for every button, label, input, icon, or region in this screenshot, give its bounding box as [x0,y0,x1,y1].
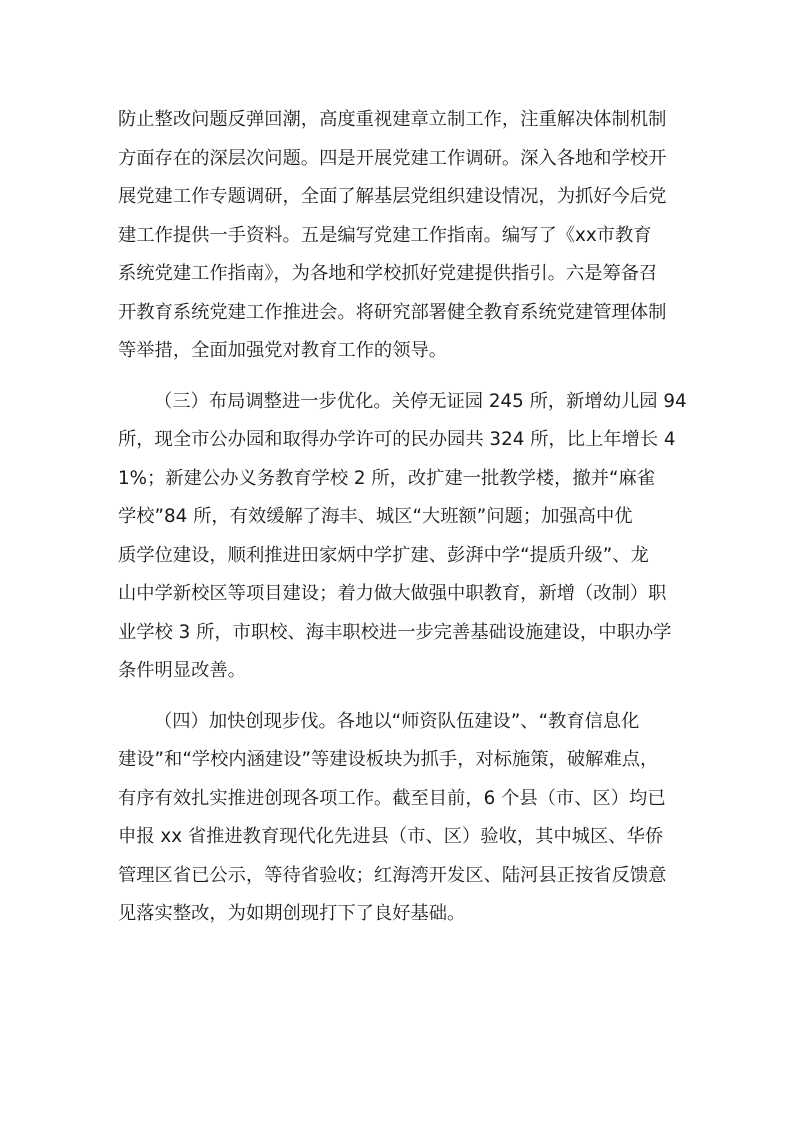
text-line: 质学位建设，顺利推进田家炳中学扩建、彭湃中学“提质升级”、龙 [118,544,649,566]
text-line: 开教育系统党建工作推进会。将研究部署健全教育系统党建管理体制 [118,301,667,323]
text-line: 管理区省已公示，等待省验收；红海湾开发区、陆河县正按省反馈意 [118,864,667,886]
text-line: 防止整改问题反弹回潮，高度重视建章立制工作，注重解决体制机制 [118,109,667,130]
text-line: 条件明显改善。 [118,660,246,681]
text-line: 有序有效扎实推进创现各项工作。截至目前，6 个县（市、区）均已 [118,787,666,809]
text-line: 所，现全市公办园和取得办学许可的民办园共 324 所，比上年增长 4 [118,429,676,450]
paragraph-layout-adjustment [118,383,687,691]
text-line: 业学校 3 所，市职校、海丰职校进一步完善基础设施建设，中职办学 [118,621,672,643]
text-line: 建工作提供一手资料。五是编写党建工作指南。编写了《xx市教育 [118,224,652,246]
text-line: （四）加快创现步伐。各地以“师资队伍建设”、“教育信息化 [154,710,640,732]
paragraph-gap [118,691,678,703]
text-line: （三）布局调整进一步优化。关停无证园 245 所，新增幼儿园 94 [154,390,687,412]
text-line: 申报 xx 省推进教育现代化先进县（市、区）验收，其中城区、华侨 [118,826,664,847]
text-line: 山中学新校区等项目建设；着力做大做强中职教育，新增（改制）职 [118,583,667,604]
paragraph-gap [118,371,678,383]
text-line: 建设”和“学校内涵建设”等建设板块为抓手，对标施策，破解难点， [118,749,659,770]
text-line: 展党建工作专题调研，全面了解基层党组织建设情况，为抓好今后党 [118,186,667,207]
text-line: 见落实整改，为如期创现打下了良好基础。 [118,903,466,924]
document-body [118,101,687,934]
text-line: 1%；新建公办义务教育学校 2 所，改扩建一批教学楼，撤并“麻雀 [118,467,656,489]
paragraph-modernization [118,703,678,934]
text-line: 等举措，全面加强党对教育工作的领导。 [118,340,448,361]
text-line: 系统党建工作指南》，为各地和学校抓好党建提供指引。六是筹备召 [118,263,658,284]
text-line: 学校”84 所，有效缓解了海丰、城区“大班额”问题；加强高中优 [118,506,633,527]
paragraph-party-building [118,101,678,371]
text-line: 方面存在的深层次问题。四是开展党建工作调研。深入各地和学校开 [118,147,667,169]
